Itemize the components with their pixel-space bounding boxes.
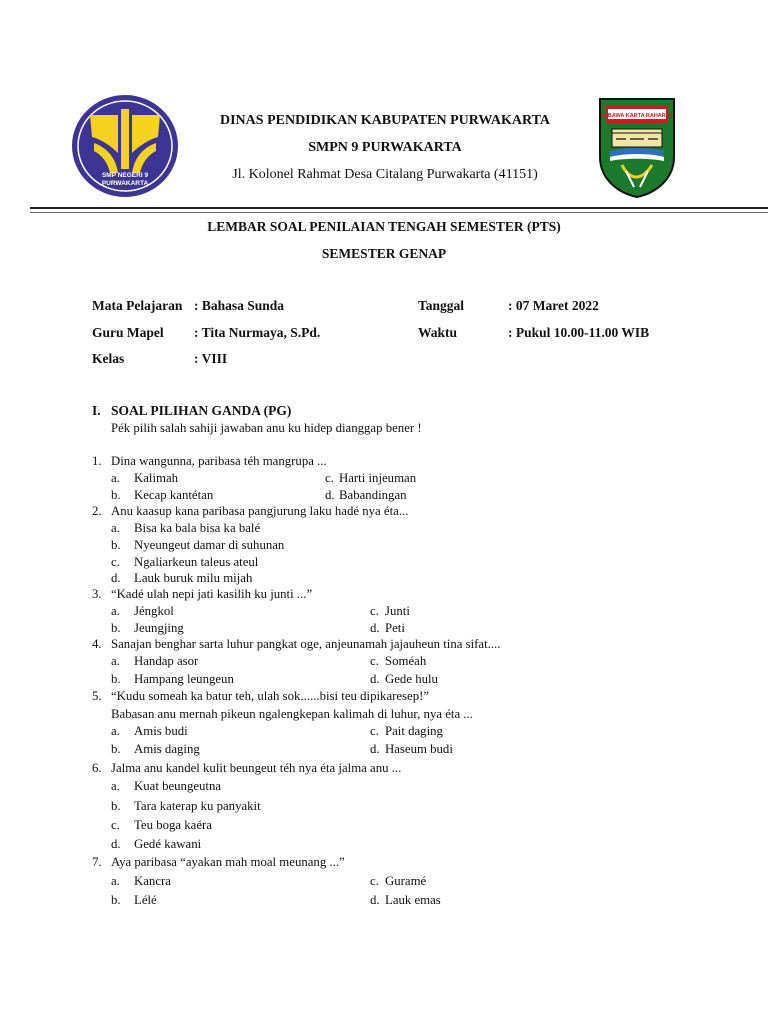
option-letter: d. [370, 621, 380, 635]
option-letter: c. [370, 654, 379, 668]
option-letter: b. [111, 799, 121, 813]
option-text: Junti [385, 604, 410, 618]
option-letter: d. [370, 893, 380, 907]
school-logo [70, 93, 180, 199]
header-divider [30, 207, 768, 209]
question-number: 2. [92, 504, 102, 518]
logo-text: SMP NEGERI 9 [101, 172, 149, 179]
school-address: Jl. Kolonel Rahmat Desa Citalang Purwakarta (41151) [232, 167, 538, 182]
question-text: Jalma anu kandel kulit beungeut téh nya éta jalma anu ... [111, 761, 402, 775]
option-letter: b. [111, 621, 121, 635]
header-divider-thin [30, 212, 768, 213]
school-name: SMPN 9 PURWAKARTA [308, 140, 462, 155]
option-text: Nyeungeut damar di suhunan [134, 538, 285, 552]
option-letter: c. [111, 818, 120, 832]
question-text: Anu kaasup kana paribasa pangjurung laku hadé nya éta... [111, 504, 409, 518]
option-text: Lauk emas [385, 893, 441, 907]
time-label: Waktu [418, 325, 458, 340]
option-letter: a. [111, 779, 120, 793]
regency-crest [596, 95, 678, 199]
option-text: Handap asor [134, 654, 199, 668]
option-text: Babandingan [339, 488, 407, 502]
option-text: Jéngkol [134, 604, 174, 618]
subject-label: Mata Pelajaran [92, 298, 183, 313]
question-text: “Kudu someah ka batur teh, ulah sok......bisi teu dipikaresep!” [111, 689, 430, 703]
option-text: Gedé kawani [134, 837, 202, 851]
option-letter: c. [370, 874, 379, 888]
option-letter: c. [111, 555, 120, 569]
question-number: 4. [92, 637, 102, 651]
option-text: Soméah [385, 654, 427, 668]
question-text: Aya paribasa “ayakan mah moal meunang ...” [111, 855, 345, 869]
option-text: Kuat beungeutna [134, 779, 222, 793]
option-text: Teu boga kaéra [134, 818, 212, 832]
option-letter: c. [325, 471, 334, 485]
option-letter: d. [370, 742, 380, 756]
option-letter: d. [325, 488, 335, 502]
option-letter: d. [370, 672, 380, 686]
option-letter: a. [111, 471, 120, 485]
option-text: Peti [385, 621, 405, 635]
section-title: SOAL PILIHAN GANDA (PG) [111, 403, 292, 418]
option-letter: a. [111, 654, 120, 668]
doc-subtitle: SEMESTER GENAP [321, 246, 447, 261]
section-number: I. [92, 403, 101, 418]
option-text: Kalimah [134, 471, 179, 485]
option-text: Bisa ka bala bisa ka balé [134, 521, 261, 535]
question-number: 1. [92, 454, 102, 468]
option-text: Amis budi [134, 724, 188, 738]
teacher-label: Guru Mapel [92, 325, 164, 340]
option-letter: c. [370, 724, 379, 738]
question-number: 5. [92, 689, 102, 703]
option-text: Lélé [134, 893, 157, 907]
date-value: : 07 Maret 2022 [508, 298, 599, 313]
option-text: Lauk buruk milu mijah [134, 571, 253, 585]
question-text: “Kadé ulah nepi jati kasilih ku junti ...” [111, 587, 313, 601]
question-text-2: Babasan anu mernah pikeun ngalengkepan kalimah di luhur, nya éta ... [111, 707, 473, 721]
option-letter: a. [111, 521, 120, 535]
option-text: Gede hulu [385, 672, 438, 686]
option-text: Jeungjing [134, 621, 184, 635]
option-letter: c. [370, 604, 379, 618]
option-text: Kancra [134, 874, 171, 888]
option-letter: b. [111, 488, 121, 502]
question-text: Sanajan benghar sarta luhur pangkat oge, anjeunamah jajauheun tina sifat.... [111, 637, 501, 651]
option-text: Ngaliarkeun taleus ateul [134, 555, 259, 569]
question-text: Dina wangunna, paribasa téh mangrupa ... [111, 454, 327, 468]
svg-text:WIBAWA KARTA RAHARJA: WIBAWA KARTA RAHARJA [601, 113, 673, 119]
option-text: Kecap kantétan [134, 488, 214, 502]
section-instruction: Pék pilih salah sahiji jawaban anu ku hidep dianggap bener ! [111, 421, 422, 435]
option-text: Harti injeuman [339, 471, 417, 485]
option-letter: d. [111, 837, 121, 851]
date-label: Tanggal [418, 298, 465, 313]
option-letter: a. [111, 724, 120, 738]
question-number: 7. [92, 855, 102, 869]
svg-text:PURWAKARTA: PURWAKARTA [101, 180, 149, 187]
option-text: Hampang leungeun [134, 672, 234, 686]
time-value: : Pukul 10.00-11.00 WIB [508, 325, 650, 340]
option-letter: b. [111, 742, 121, 756]
option-text: Haseum budi [385, 742, 453, 756]
class-value: : VIII [194, 351, 228, 366]
teacher-value: : Tita Nurmaya, S.Pd. [194, 325, 321, 340]
option-letter: a. [111, 604, 120, 618]
agency-name: DINAS PENDIDIKAN KABUPATEN PURWAKARTA [220, 113, 550, 128]
option-text: Pait daging [385, 724, 443, 738]
option-letter: b. [111, 893, 121, 907]
option-letter: a. [111, 874, 120, 888]
option-text: Amis daging [134, 742, 200, 756]
option-letter: b. [111, 538, 121, 552]
doc-title: LEMBAR SOAL PENILAIAN TENGAH SEMESTER (PTS) [207, 219, 561, 234]
subject-value: : Bahasa Sunda [194, 298, 285, 313]
question-number: 3. [92, 587, 102, 601]
option-text: Guramé [385, 874, 427, 888]
option-text: Tara katerap ku panyakit [134, 799, 261, 813]
option-letter: d. [111, 571, 121, 585]
option-letter: b. [111, 672, 121, 686]
question-number: 6. [92, 761, 102, 775]
class-label: Kelas [92, 351, 125, 366]
